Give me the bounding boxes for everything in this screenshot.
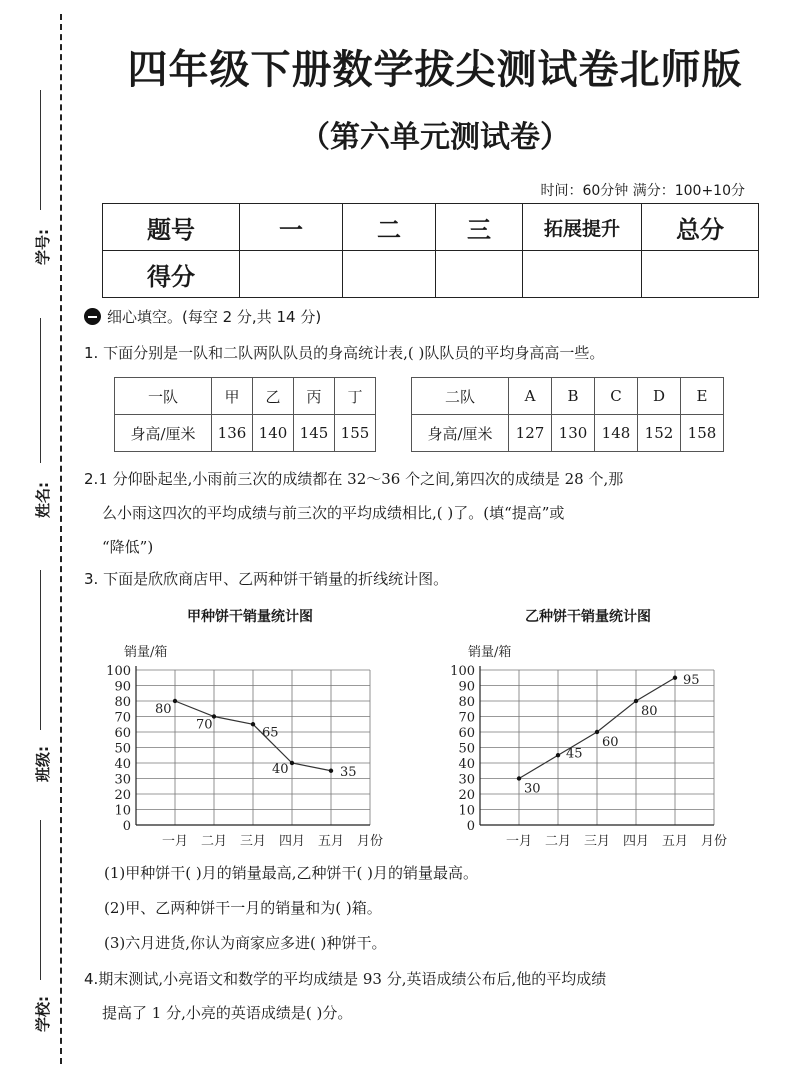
class-label: 班级:	[34, 746, 52, 782]
score-table-score-row	[103, 251, 759, 298]
table-cell: E	[681, 378, 724, 415]
table-cell: 丙	[294, 378, 335, 415]
score-input-cell[interactable]	[436, 251, 523, 298]
x-tick-label: 五月	[661, 834, 689, 848]
y-tick-label: 0	[122, 819, 131, 834]
y-tick-label: 70	[458, 710, 475, 726]
y-tick-label: 40	[114, 757, 131, 772]
table-cell: 身高/厘米	[115, 415, 212, 452]
page-subtitle: （第六单元测试卷）	[300, 120, 570, 155]
table-cell: C	[595, 378, 638, 415]
x-tick-label: 二月	[544, 834, 572, 848]
x-tick-label: 三月	[239, 834, 267, 848]
y-tick-label: 40	[458, 757, 475, 772]
score-header-cell: 一	[240, 204, 343, 251]
y-tick-label: 80	[114, 695, 131, 710]
binding-sidebar	[0, 0, 70, 1072]
question-number: 1.	[84, 344, 99, 362]
x-tick-label: 二月	[200, 834, 228, 848]
x-tick-label: 一月	[161, 834, 189, 848]
score-header-cell: 二	[343, 204, 436, 251]
data-label: 45	[566, 746, 583, 762]
data-point	[595, 730, 599, 734]
student-number-label: 学号:	[34, 229, 52, 265]
data-label: 70	[196, 717, 213, 733]
question-number: 3.	[84, 570, 99, 588]
table-cell: 148	[595, 415, 638, 452]
data-point	[173, 699, 177, 703]
student-number-line[interactable]	[40, 90, 41, 210]
y-tick-label: 10	[114, 803, 131, 819]
school-field[interactable]	[14, 820, 50, 1040]
x-tick-label: 一月	[505, 834, 533, 848]
table-row	[412, 378, 724, 415]
score-input-cell[interactable]	[642, 251, 759, 298]
table-cell: 158	[681, 415, 724, 452]
table-cell: 二队	[412, 378, 509, 415]
y-tick-label: 70	[114, 710, 131, 726]
chart-title-jia: 甲种饼干销量统计图	[187, 609, 313, 625]
y-axis-label: 销量/箱	[468, 645, 512, 660]
question-text-line: 期末测试,小亮语文和数学的平均成绩是 93 分,英语成绩公布后,他的平均成绩	[98, 970, 607, 988]
table-cell: 130	[552, 415, 595, 452]
y-tick-label: 50	[114, 741, 131, 757]
class-line[interactable]	[40, 570, 41, 730]
cut-line	[60, 14, 62, 1064]
y-tick-label: 30	[458, 772, 475, 788]
question-text: 下面是欣欣商店甲、乙两种饼干销量的折线统计图。	[103, 570, 449, 588]
question-3	[84, 568, 448, 591]
data-point	[329, 769, 333, 773]
score-header-cell: 题号	[103, 204, 240, 251]
data-point	[673, 676, 677, 680]
question-number: 4.	[84, 970, 99, 988]
section-heading	[84, 306, 321, 327]
y-tick-label: 60	[114, 726, 131, 741]
y-tick-label: 90	[458, 679, 475, 695]
class-field[interactable]	[14, 570, 50, 790]
table-row	[412, 415, 724, 452]
question-text-line: 1 分仰卧起坐,小雨前三次的成绩都在 32～36 个之间,第四次的成绩是 28 个,那	[98, 470, 624, 488]
name-label: 姓名:	[34, 482, 52, 518]
question-3-part-2: (2)甲、乙两种饼干一月的销量和为( )箱。	[104, 899, 382, 917]
y-tick-label: 20	[114, 788, 131, 803]
name-field[interactable]	[14, 318, 50, 528]
table-cell: 145	[294, 415, 335, 452]
data-point	[634, 699, 638, 703]
table-cell: 甲	[212, 378, 253, 415]
name-line[interactable]	[40, 318, 41, 463]
score-header-cell: 总分	[642, 204, 759, 251]
table-cell: A	[509, 378, 552, 415]
data-label: 80	[155, 702, 172, 717]
table-cell: 127	[509, 415, 552, 452]
data-point	[290, 761, 294, 765]
question-3-part-1: (1)甲种饼干( )月的销量最高,乙种饼干( )月的销量最高。	[104, 864, 478, 882]
question-1	[84, 342, 604, 365]
score-table	[102, 203, 759, 298]
y-tick-label: 20	[458, 788, 475, 803]
table-cell: B	[552, 378, 595, 415]
table-cell: 身高/厘米	[412, 415, 509, 452]
y-tick-label: 30	[114, 772, 131, 788]
score-row-label: 得分	[103, 251, 240, 298]
data-label: 30	[524, 781, 541, 797]
score-table-header-row	[103, 204, 759, 251]
y-tick-label: 50	[458, 741, 475, 757]
score-input-cell[interactable]	[240, 251, 343, 298]
x-axis-label: 月份	[356, 834, 384, 848]
x-tick-label: 三月	[583, 834, 611, 848]
chart-title-yi: 乙种饼干销量统计图	[525, 609, 651, 625]
page-title: 四年级下册数学拔尖测试卷北师版	[127, 47, 743, 93]
table-row	[115, 415, 376, 452]
y-tick-label: 80	[458, 695, 475, 710]
section-number-icon	[84, 308, 101, 325]
score-header-cell: 拓展提升	[523, 204, 642, 251]
school-label: 学校:	[34, 996, 52, 1032]
line-chart-jia	[96, 636, 416, 848]
question-text-line: 提高了 1 分,小亮的英语成绩是( )分。	[102, 1004, 353, 1022]
table-cell: 140	[253, 415, 294, 452]
y-tick-label: 0	[466, 819, 475, 834]
x-tick-label: 四月	[622, 834, 650, 848]
time-info: 时间：60分钟 满分：100+10分	[540, 183, 745, 199]
table-row	[115, 378, 376, 415]
score-input-cell[interactable]	[343, 251, 436, 298]
y-tick-label: 90	[114, 679, 131, 695]
table-cell: 136	[212, 415, 253, 452]
score-input-cell[interactable]	[523, 251, 642, 298]
question-text-line: “降低”)	[102, 538, 154, 556]
y-tick-label: 100	[450, 664, 475, 679]
table-cell: 丁	[335, 378, 376, 415]
data-label: 95	[683, 672, 700, 688]
question-4	[84, 962, 606, 1030]
table-cell: 152	[638, 415, 681, 452]
question-number: 2.	[84, 470, 99, 488]
table-cell: 乙	[253, 378, 294, 415]
question-2	[84, 462, 623, 564]
table-cell: 一队	[115, 378, 212, 415]
score-header-cell: 三	[436, 204, 523, 251]
y-tick-label: 60	[458, 726, 475, 741]
team1-height-table	[114, 377, 376, 452]
data-point	[517, 776, 521, 780]
x-axis-label: 月份	[700, 834, 728, 848]
student-number-field[interactable]	[14, 90, 50, 280]
data-label: 65	[262, 725, 279, 741]
team2-height-table	[411, 377, 724, 452]
question-3-part-3: (3)六月进货,你认为商家应多进( )种饼干。	[104, 934, 387, 952]
y-tick-label: 100	[106, 664, 131, 679]
school-line[interactable]	[40, 820, 41, 980]
data-point	[556, 753, 560, 757]
data-label: 40	[272, 762, 289, 777]
y-axis-label: 销量/箱	[124, 645, 168, 660]
data-label: 80	[641, 704, 658, 719]
x-tick-label: 四月	[278, 834, 306, 848]
data-label: 35	[340, 764, 357, 780]
section-heading-text: 细心填空。(每空 2 分,共 14 分)	[107, 308, 322, 326]
data-point	[251, 722, 255, 726]
question-text: 下面分别是一队和二队两队队员的身高统计表,( )队队员的平均身高高一些。	[103, 344, 605, 362]
data-label: 60	[602, 735, 619, 750]
table-cell: 155	[335, 415, 376, 452]
line-chart-yi	[440, 636, 760, 848]
question-text-line: 么小雨这四次的平均成绩与前三次的平均成绩相比,( )了。(填“提高”或	[102, 504, 565, 522]
y-tick-label: 10	[458, 803, 475, 819]
table-cell: D	[638, 378, 681, 415]
x-tick-label: 五月	[317, 834, 345, 848]
